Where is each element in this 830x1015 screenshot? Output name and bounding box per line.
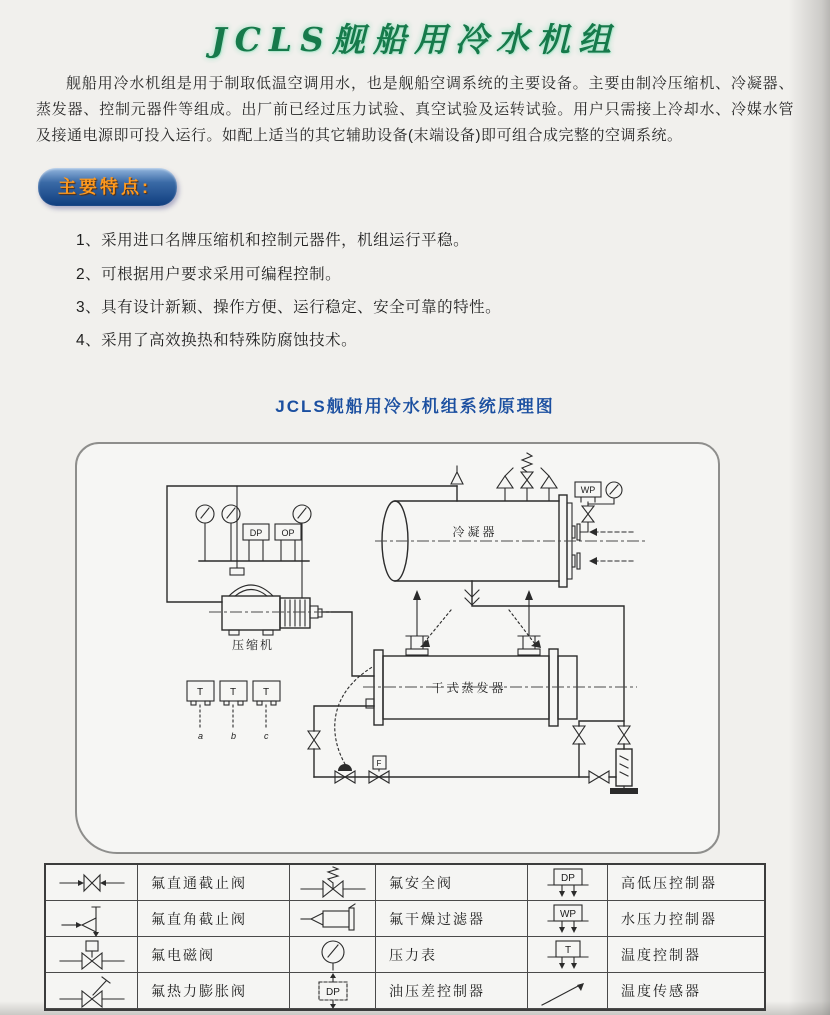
svg-text:WP: WP [559, 908, 576, 920]
compressor [209, 568, 331, 652]
legend-label: 氟电磁阀 [138, 937, 290, 973]
features-list [76, 224, 830, 357]
svg-text:T: T [229, 687, 237, 698]
legend-label: 水压力控制器 [608, 901, 764, 937]
svg-text:OP: OP [281, 528, 295, 538]
compressor-label: 压缩机 [231, 638, 275, 652]
legend-label: 温度控制器 [608, 937, 764, 973]
sensor-point-c: c [264, 731, 269, 741]
pressure-gauge-icon [196, 505, 311, 523]
legend-table [44, 863, 766, 1011]
page [0, 14, 830, 1015]
temperature-controller-boxes [187, 681, 280, 741]
sensor-point-b: b [231, 731, 237, 741]
svg-text:DP: DP [249, 528, 263, 538]
legend-label: 氟热力膨胀阀 [138, 973, 290, 1009]
svg-text:DP: DP [325, 986, 340, 998]
op-controller-box [275, 524, 301, 540]
wp-controller-assembly [575, 482, 622, 532]
dp-controller-box [243, 524, 269, 540]
legend-label: 压力表 [376, 937, 528, 973]
svg-text:T: T [262, 687, 270, 698]
temperature-sensor-icon [528, 973, 608, 1009]
legend-label: 温度传感器 [608, 973, 764, 1009]
sensor-point-a: a [198, 731, 204, 741]
feature-item: 1、采用进口名牌压缩机和控制元器件，机组运行平稳。 [76, 232, 470, 250]
schematic-svg [77, 444, 718, 852]
water-pressure-controller-icon [528, 901, 608, 937]
legend-label: 氟直通截止阀 [138, 865, 290, 901]
high-low-pressure-controller-icon [528, 865, 608, 901]
legend-label: 氟直角截止阀 [138, 901, 290, 937]
diagram-title: JCLS舰船用冷水机组系统原理图 [275, 396, 555, 416]
svg-text:T: T [564, 944, 571, 956]
feature-item: 4、采用了高效换热和特殊防腐蚀技术。 [76, 332, 358, 350]
features-banner: 主要特点: [38, 168, 177, 206]
feature-item: 2、可根据用户要求采用可编程控制。 [76, 265, 342, 283]
evaporator [363, 590, 637, 726]
schematic-panel [75, 442, 720, 854]
legend-label: 高低压控制器 [608, 865, 764, 901]
svg-text:DP: DP [560, 872, 575, 884]
page-title: JCLS舰船用冷水机组 [211, 20, 619, 59]
fluorine-drier-filter-icon [290, 901, 376, 937]
condenser-label: 冷凝器 [452, 525, 498, 539]
pressure-gauge-icon [290, 937, 376, 973]
fluorine-solenoid-valve-icon [46, 937, 138, 973]
svg-text:T: T [196, 687, 204, 698]
feature-item: 3、具有设计新颖、操作方便、运行稳定、安全可靠的特性。 [76, 299, 502, 317]
oil-differential-pressure-controller-icon [290, 973, 376, 1009]
condenser [375, 495, 645, 587]
fluorine-thermal-expansion-valve-icon [46, 973, 138, 1009]
condenser-top-valves [451, 453, 557, 501]
legend-label: 油压差控制器 [376, 973, 528, 1009]
legend-label: 氟干燥过滤器 [376, 901, 528, 937]
fluorine-globe-stop-valve-icon [46, 865, 138, 901]
evaporator-label: 干式蒸发器 [431, 681, 507, 695]
svg-text:WP: WP [580, 485, 596, 495]
svg-text:F: F [376, 759, 382, 768]
fluorine-angle-stop-valve-icon [46, 901, 138, 937]
fluorine-safety-valve-icon [290, 865, 376, 901]
intro-paragraph: 舰船用冷水机组是用于制取低温空调用水，也是舰船空调系统的主要设备。主要由制冷压缩机、冷凝器、蒸发器、控制元器件等组成。出厂前已经过压力试验、真空试验及运转试验。用户只需接上冷却水、冷媒水管及接通电源即可投入运行。如配上适当的其它辅助设备(末端设备)即可组合成完整的空调系统。 [36, 75, 794, 144]
temperature-controller-icon [528, 937, 608, 973]
legend-label: 氟安全阀 [376, 865, 528, 901]
